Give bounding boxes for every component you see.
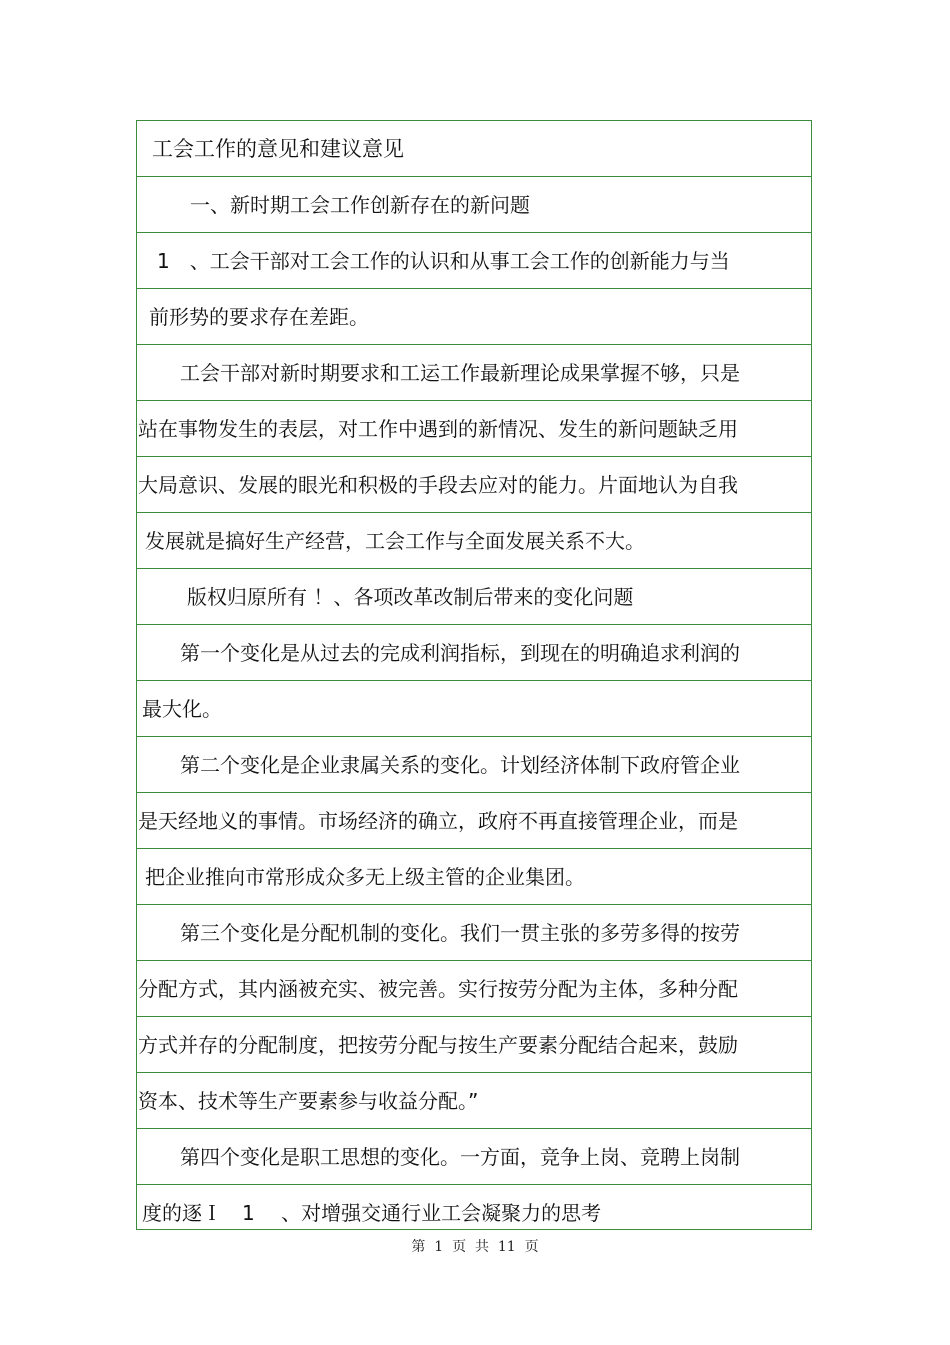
text-row — [137, 457, 811, 513]
text-row — [137, 513, 811, 569]
text-line: 是天经地义的事情。市场经济的确立，政府不再直接管理企业，而是 — [138, 809, 738, 833]
text-line: 第二个变化是企业隶属关系的变化。计划经济体制下政府管企业 — [180, 753, 740, 777]
document-title: 工会工作的意见和建议意见 — [152, 137, 404, 161]
document-frame — [136, 120, 812, 1230]
text-line: 方式并存的分配制度，把按劳分配与按生产要素分配结合起来，鼓励 — [138, 1033, 738, 1057]
text-line: 前形势的要求存在差距。 — [149, 305, 369, 329]
section-heading: 版权归原所有 ！、各项改革改制后带来的变化问题 — [187, 585, 634, 609]
text-line: 资本、技术等生产要素参与收益分配。” — [138, 1089, 479, 1113]
text-line: 第三个变化是分配机制的变化。我们一贯主张的多劳多得的按劳 — [180, 921, 740, 945]
text-line: 分配方式，其内涵被充实、被完善。实行按劳分配为主体，多种分配 — [138, 977, 738, 1001]
text-row — [137, 345, 811, 401]
text-row — [137, 681, 811, 737]
text-line: 第一个变化是从过去的完成利润指标，到现在的明确追求利润的 — [180, 641, 740, 665]
document-title-row — [137, 121, 811, 177]
section-heading: 一、新时期工会工作创新存在的新问题 — [190, 193, 530, 217]
text-line: 把企业推向市常形成众多无上级主管的企业集团。 — [145, 865, 585, 889]
text-line: 站在事物发生的表层，对工作中遇到的新情况、发生的新问题缺乏用 — [138, 417, 738, 441]
text-line: 工会干部对新时期要求和工运工作最新理论成果掌握不够，只是 — [180, 361, 740, 385]
text-row — [137, 233, 811, 289]
text-line: 最大化。 — [142, 697, 222, 721]
text-row — [137, 177, 811, 233]
text-row — [137, 737, 811, 793]
text-line: 度的逐Ｉ 1 、对增强交通行业工会凝聚力的思考 — [142, 1201, 602, 1225]
text-row — [137, 289, 811, 345]
text-row — [137, 401, 811, 457]
text-line: 发展就是搞好生产经营，工会工作与全面发展关系不大。 — [145, 529, 645, 553]
text-line: 1 、工会干部对工会工作的认识和从事工会工作的创新能力与当 — [157, 249, 730, 273]
text-row — [137, 905, 811, 961]
text-row — [137, 849, 811, 905]
text-line: 第四个变化是职工思想的变化。一方面，竞争上岗、竞聘上岗制 — [180, 1145, 740, 1169]
text-row — [137, 569, 811, 625]
text-row — [137, 1017, 811, 1073]
text-row — [137, 793, 811, 849]
text-line: 大局意识、发展的眼光和积极的手段去应对的能力。片面地认为自我 — [138, 473, 738, 497]
text-row — [137, 1073, 811, 1129]
text-row — [137, 1129, 811, 1185]
page-number-footer: 第 1 页 共 11 页 — [411, 1239, 539, 1255]
text-row — [137, 961, 811, 1017]
text-row — [137, 1185, 811, 1241]
text-row — [137, 625, 811, 681]
